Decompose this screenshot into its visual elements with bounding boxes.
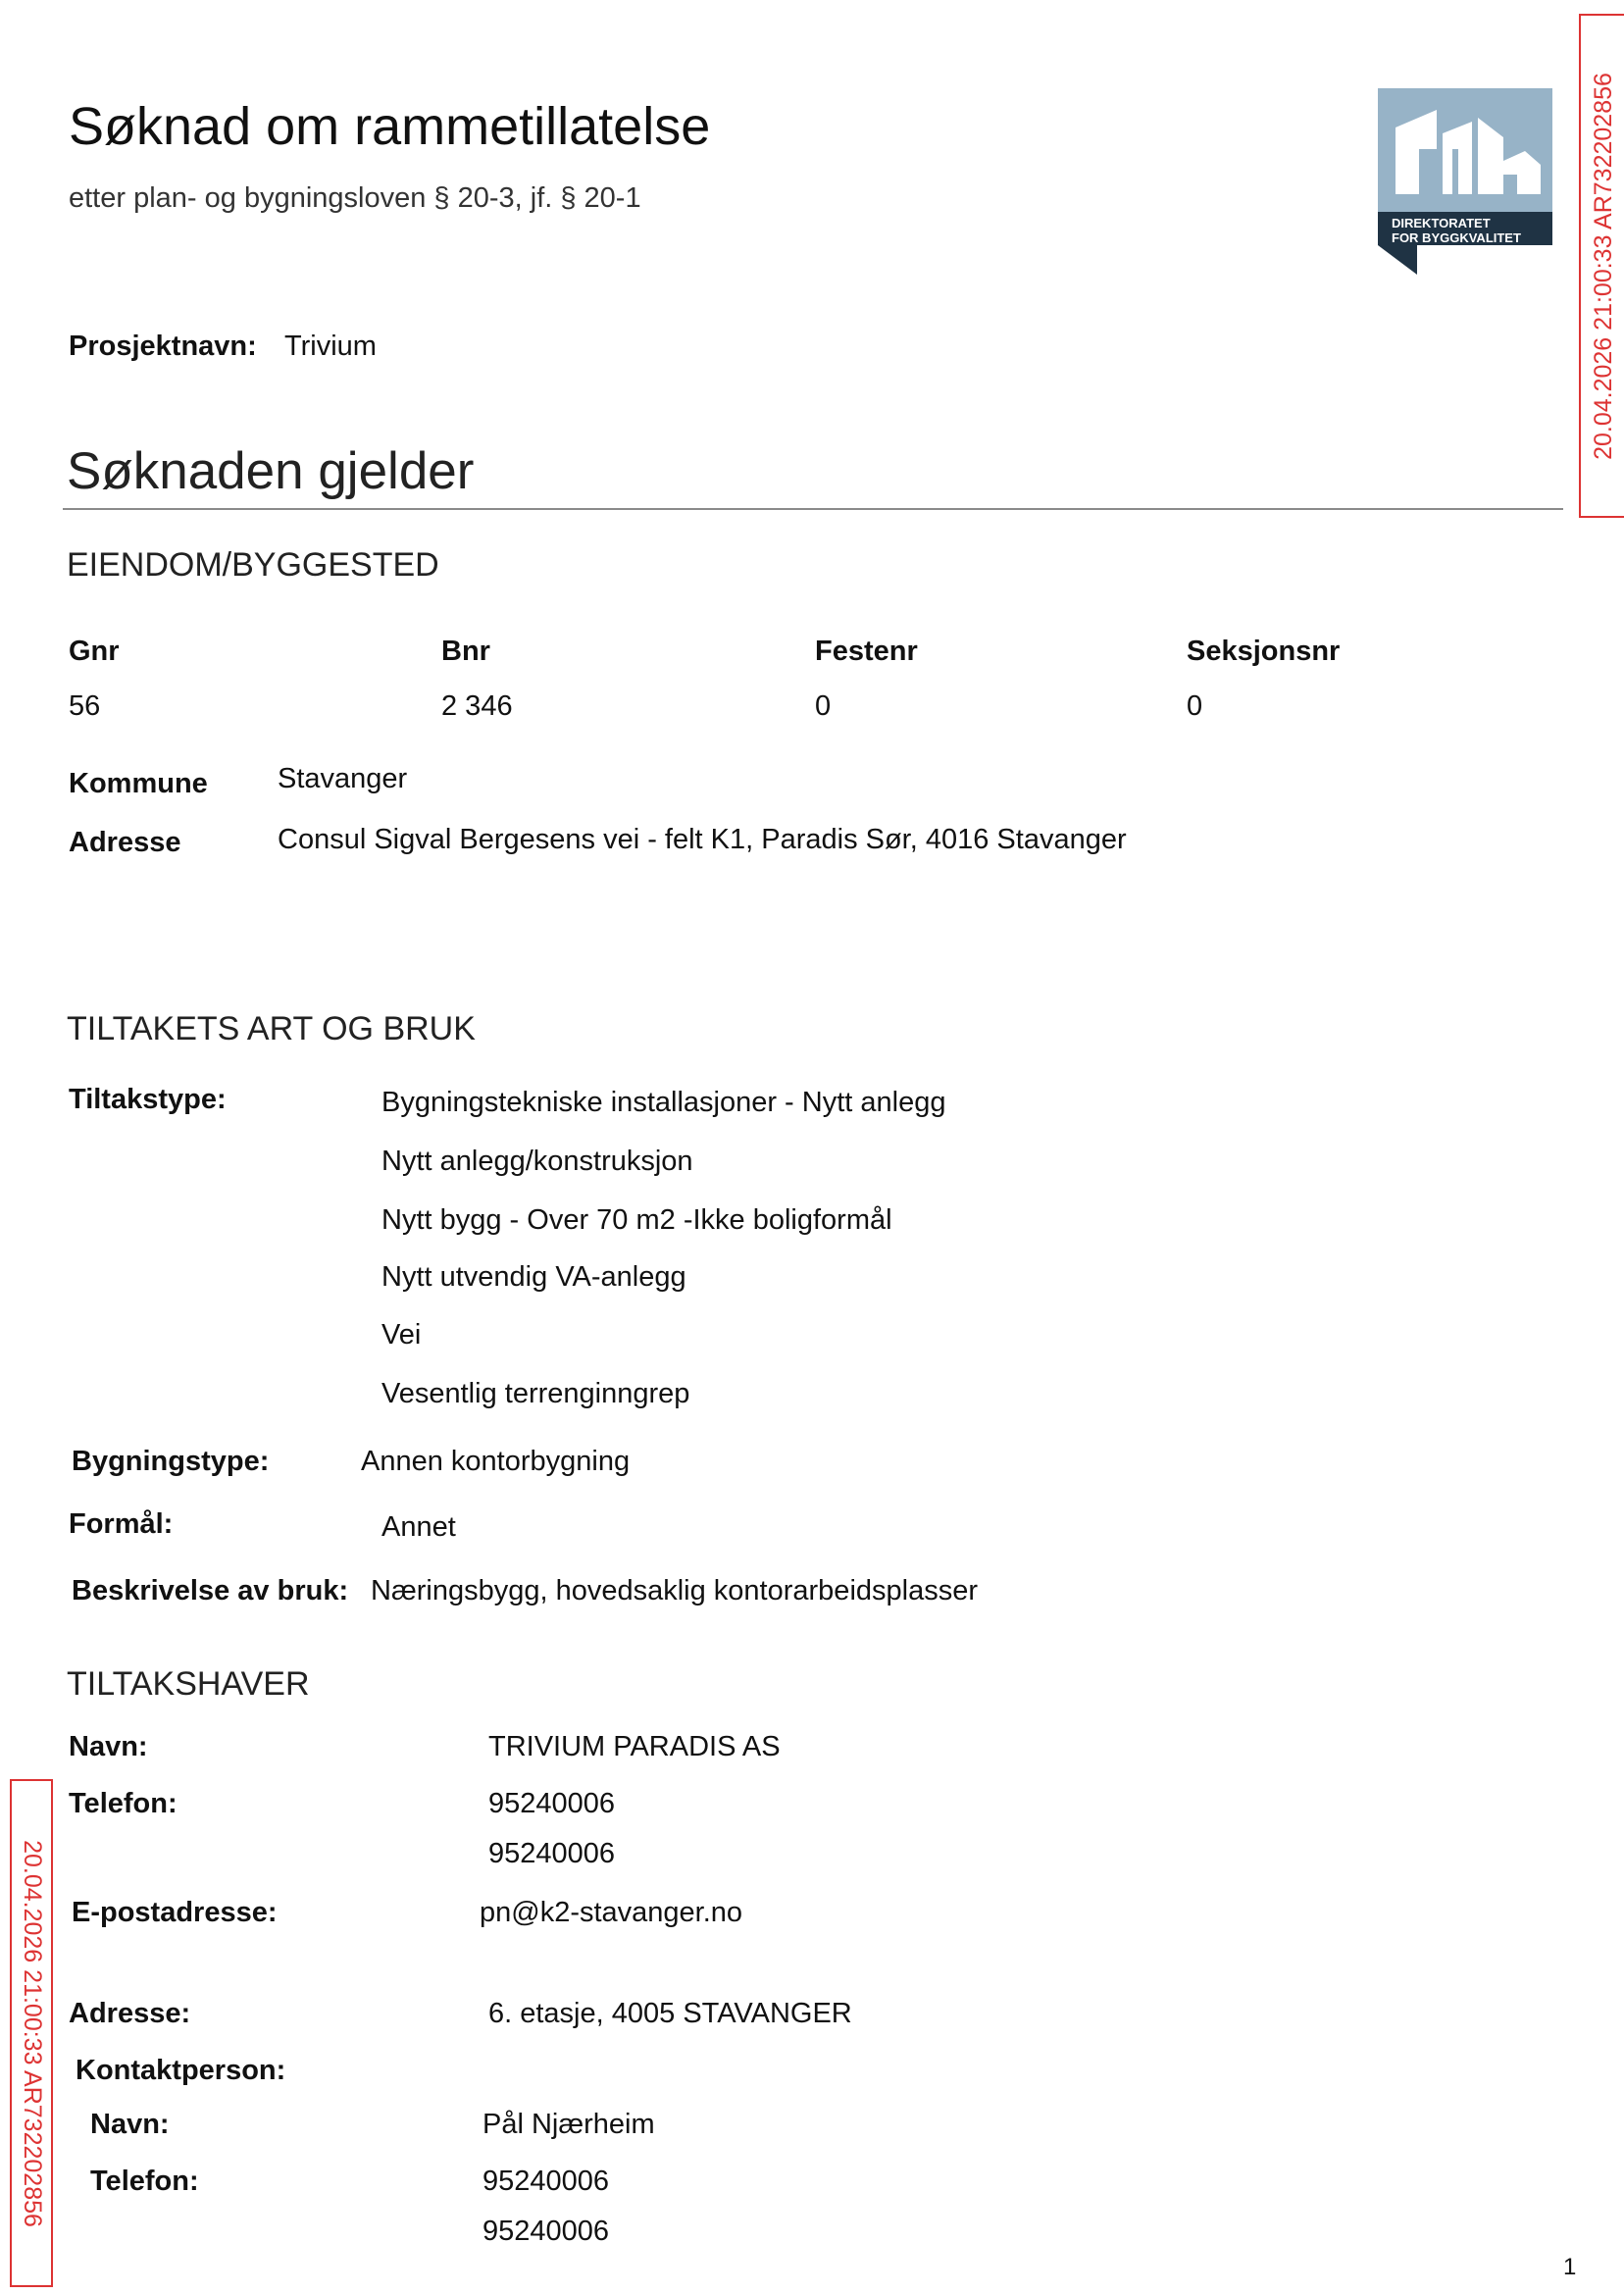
eiendom-heading: EIENDOM/BYGGESTED: [67, 546, 439, 584]
bnr-label: Bnr: [441, 636, 490, 667]
project-name-value: Trivium: [284, 331, 377, 362]
tiltakshaver-heading: TILTAKSHAVER: [67, 1665, 310, 1703]
adresse-label: Adresse: [69, 827, 181, 858]
project-name-label: Prosjektnavn:: [69, 331, 257, 362]
tiltakshaver-navn-label: Navn:: [69, 1731, 148, 1762]
kontakt-navn-value: Pål Njærheim: [482, 2109, 655, 2140]
page-number: 1: [1563, 2254, 1577, 2280]
kontakt-telefon-value: 95240006: [482, 2216, 610, 2247]
tiltakshaver-navn-value: TRIVIUM PARADIS AS: [488, 1731, 781, 1762]
adresse-value: Consul Sigval Bergesens vei - felt K1, Paradis Sør, 4016 Stavanger: [278, 824, 1127, 855]
kontaktperson-label: Kontaktperson:: [76, 2055, 286, 2086]
document-subtitle: etter plan- og bygningsloven § 20-3, jf. § 20-1: [69, 182, 641, 214]
timestamp-stamp-bottom: [10, 1779, 53, 2287]
kommune-label: Kommune: [69, 768, 208, 799]
kommune-value: Stavanger: [278, 763, 408, 794]
tiltakshaver-telefon-value: 95240006: [488, 1788, 616, 1819]
seksjonsnr-value: 0: [1187, 690, 1203, 722]
stamp-text: 20.04.2026 21:00:33 AR732202856: [18, 1839, 46, 2227]
kontakt-navn-label: Navn:: [90, 2109, 170, 2140]
bygningstype-label: Bygningstype:: [72, 1446, 270, 1477]
section-title: Søknaden gjelder: [67, 442, 475, 500]
formal-label: Formål:: [69, 1508, 174, 1540]
tiltakstype-item: Bygningstekniske installasjoner - Nytt anlegg: [381, 1087, 946, 1118]
dibk-logo: [1378, 88, 1552, 275]
tiltakshaver-telefon-label: Telefon:: [69, 1788, 178, 1819]
gnr-label: Gnr: [69, 636, 120, 667]
tiltakshaver-adresse-value: 6. etasje, 4005 STAVANGER: [488, 1998, 852, 2029]
tiltakstype-item: Nytt anlegg/konstruksjon: [381, 1146, 693, 1177]
kontakt-telefon-label: Telefon:: [90, 2166, 199, 2197]
stamp-text: 20.04.2026 21:00:33 AR732202856: [1589, 72, 1617, 460]
bygningstype-value: Annen kontorbygning: [361, 1446, 631, 1477]
epost-label: E-postadresse:: [72, 1897, 278, 1928]
kontakt-telefon-value: 95240006: [482, 2166, 610, 2197]
tiltakstype-label: Tiltakstype:: [69, 1084, 227, 1115]
bnr-value: 2 346: [441, 690, 513, 722]
document-title: Søknad om rammetillatelse: [69, 97, 711, 156]
formal-value: Annet: [381, 1511, 456, 1543]
gnr-value: 56: [69, 690, 101, 722]
timestamp-stamp-top: [1579, 14, 1624, 518]
logo-text-line2: FOR BYGGKVALITET: [1392, 230, 1521, 245]
tiltakshaver-adresse-label: Adresse:: [69, 1998, 191, 2029]
tiltakshaver-telefon-value: 95240006: [488, 1838, 616, 1869]
tiltakstype-item: Nytt bygg - Over 70 m2 -Ikke boligformål: [381, 1204, 892, 1236]
tiltak-heading: TILTAKETS ART OG BRUK: [67, 1010, 476, 1047]
logo-text-line1: DIREKTORATET: [1392, 216, 1491, 230]
tiltakstype-item: Nytt utvendig VA-anlegg: [381, 1261, 686, 1293]
section-divider: [63, 508, 1563, 510]
festenr-value: 0: [815, 690, 832, 722]
tiltakstype-item: Vei: [381, 1319, 422, 1351]
seksjonsnr-label: Seksjonsnr: [1187, 636, 1341, 667]
tiltakstype-item: Vesentlig terrenginngrep: [381, 1378, 690, 1409]
beskrivelse-label: Beskrivelse av bruk:: [72, 1575, 349, 1606]
beskrivelse-value: Næringsbygg, hovedsaklig kontorarbeidsplasser: [371, 1575, 978, 1606]
festenr-label: Festenr: [815, 636, 918, 667]
epost-value: pn@k2-stavanger.no: [480, 1897, 743, 1928]
